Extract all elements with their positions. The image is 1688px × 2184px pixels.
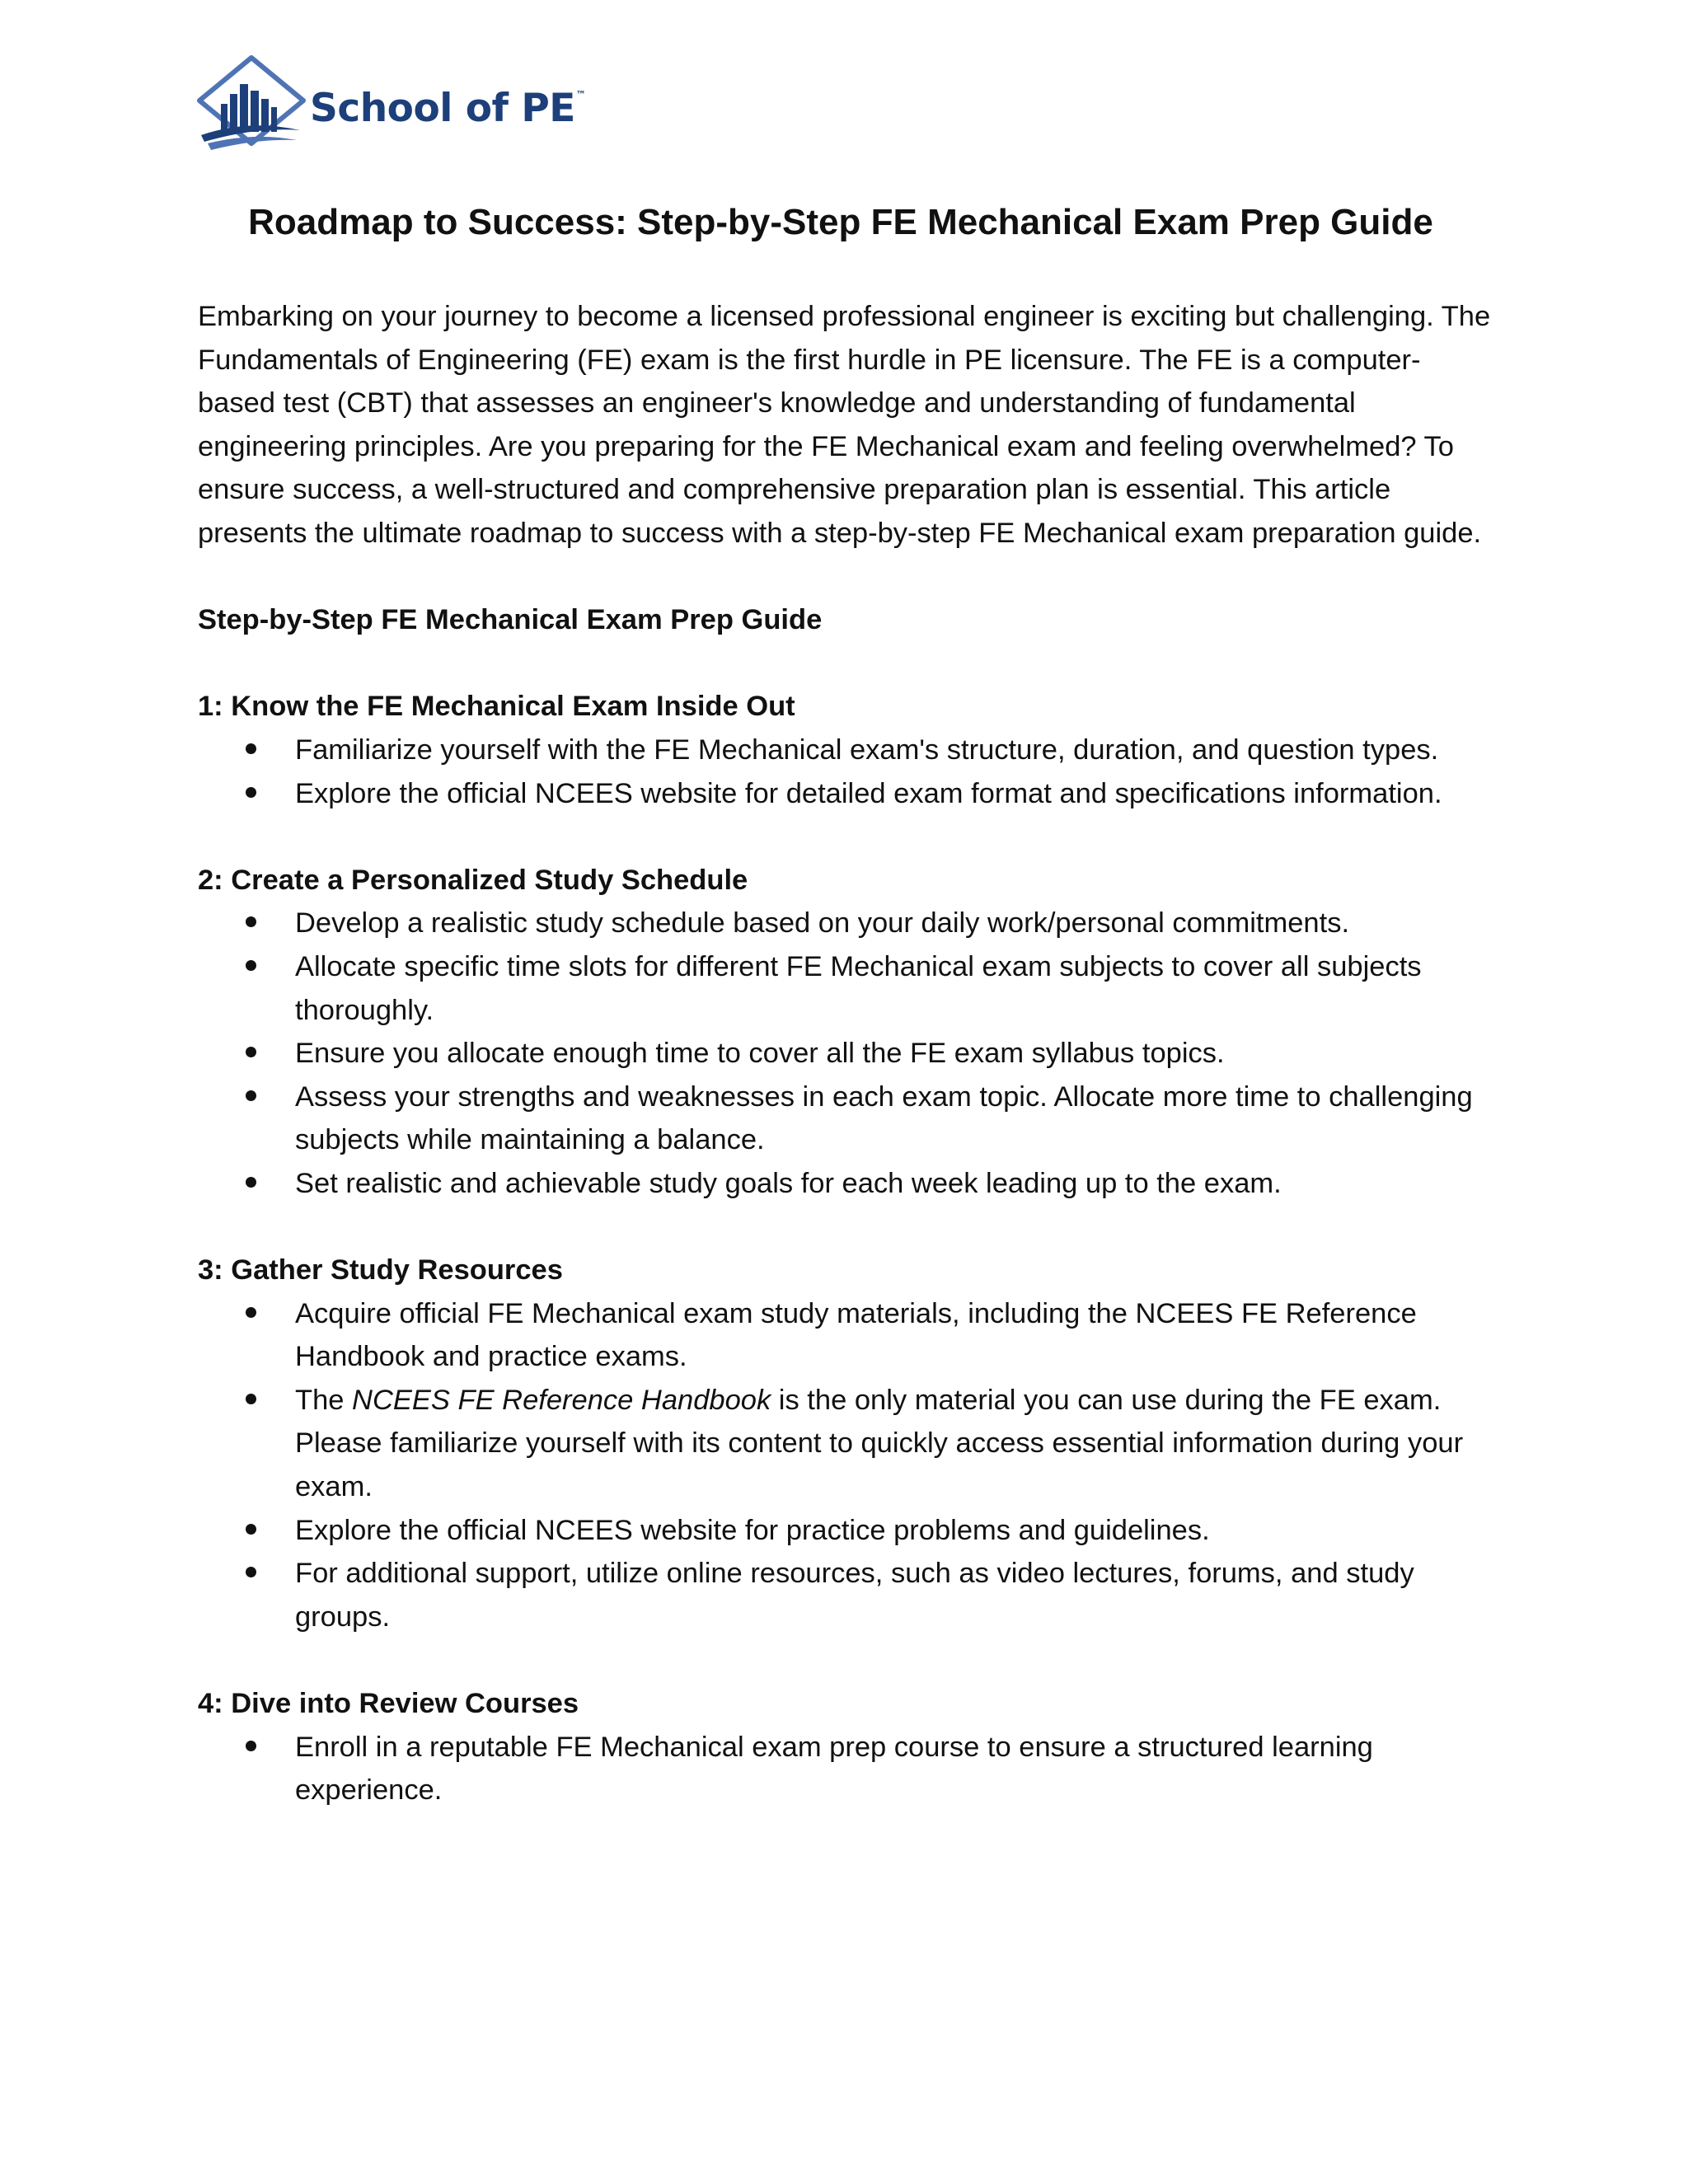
building-logo-icon	[196, 54, 307, 158]
section-2-list	[198, 902, 1492, 1205]
guide-heading: Step-by-Step FE Mechanical Exam Prep Guide	[198, 604, 823, 636]
list-item-text: Familiarize yourself with the FE Mechanical exam's structure, duration, and question types.	[295, 733, 1439, 766]
bullet-icon	[246, 1567, 256, 1577]
bullet-icon	[246, 743, 256, 754]
list-item	[198, 1292, 1492, 1379]
list-item	[198, 729, 1492, 772]
section-heading-2: 2: Create a Personalized Study Schedule	[198, 864, 748, 896]
list-item	[198, 1379, 1492, 1509]
list-item-text: Assess your strengths and weaknesses in each exam topic. Allocate more time to challenging subjects while maintaining a balance.	[295, 1080, 1473, 1156]
bullet-icon	[246, 960, 256, 971]
list-item-text: Acquire official FE Mechanical exam study materials, including the NCEES FE Reference Handbook and practice exams.	[295, 1297, 1417, 1373]
list-item	[198, 1726, 1492, 1812]
list-item	[198, 1076, 1492, 1162]
list-item	[198, 1552, 1492, 1638]
trademark-mark: ™	[575, 88, 586, 101]
section-heading-3: 3: Gather Study Resources	[198, 1254, 563, 1286]
list-item	[198, 1162, 1492, 1206]
bullet-icon	[246, 916, 256, 927]
section-heading-4: 4: Dive into Review Courses	[198, 1688, 579, 1719]
section-3-list	[198, 1292, 1492, 1639]
bullet-icon	[246, 1524, 256, 1535]
bullet-icon	[246, 1090, 256, 1101]
list-item-text: Explore the official NCEES website for detailed exam format and specifications information.	[295, 777, 1442, 809]
list-item	[198, 772, 1492, 816]
list-item-text: Explore the official NCEES website for practice problems and guidelines.	[295, 1514, 1210, 1546]
bullet-icon	[246, 787, 256, 798]
handbook-title: NCEES FE Reference Handbook	[352, 1384, 771, 1416]
section-4-list	[198, 1726, 1492, 1812]
document-body	[198, 295, 1492, 1812]
list-item-text: For additional support, utilize online resources, such as video lectures, forums, and study groups.	[295, 1558, 1414, 1633]
bullet-icon	[246, 1741, 256, 1751]
brand-name: School of PE™	[310, 85, 586, 131]
list-item-text: Ensure you allocate enough time to cover all the FE exam syllabus topics.	[295, 1038, 1225, 1070]
list-item-text: Allocate specific time slots for different FE Mechanical exam subjects to cover all subjects thoroughly.	[295, 950, 1422, 1026]
list-item-text-end: is the only material you can use during the FE exam. Please familiarize yourself with its content to quickly access essential information during your exam.	[295, 1384, 1464, 1503]
list-item-text: Set realistic and achievable study goals for each week leading up to the exam.	[295, 1167, 1282, 1199]
list-item	[198, 945, 1492, 1032]
bullet-icon	[246, 1307, 256, 1318]
list-item-text: Develop a realistic study schedule based on your daily work/personal commitments.	[295, 907, 1350, 940]
bullet-icon	[246, 1394, 256, 1404]
list-item	[198, 1032, 1492, 1076]
list-item-text-start: The	[295, 1384, 353, 1416]
document-title: Roadmap to Success: Step-by-Step FE Mechanical Exam Prep Guide	[248, 202, 1433, 242]
bullet-icon	[246, 1047, 256, 1057]
section-1-list	[198, 729, 1492, 815]
list-item	[198, 1509, 1492, 1553]
bullet-icon	[246, 1177, 256, 1188]
list-item-text: Enroll in a reputable FE Mechanical exam prep course to ensure a structured learning experience.	[295, 1731, 1373, 1807]
section-heading-1: 1: Know the FE Mechanical Exam Inside Out	[198, 691, 795, 723]
intro-paragraph: Embarking on your journey to become a licensed professional engineer is exciting but challenging. The Fundamentals of Engineering (FE) exam is the first hurdle in PE licensure. The FE is a computer-based test (CBT) that assesses an engineer's knowledge and understanding of fundamental engineering principles. Are you preparing for the FE Mechanical exam and feeling overwhelmed? To ensure success, a well-structured and comprehensive preparation plan is essential. This article presents the ultimate roadmap to success with a step-by-step FE Mechanical exam preparation guide.	[198, 301, 1491, 549]
list-item	[198, 902, 1492, 945]
school-of-pe-logo	[196, 53, 584, 160]
